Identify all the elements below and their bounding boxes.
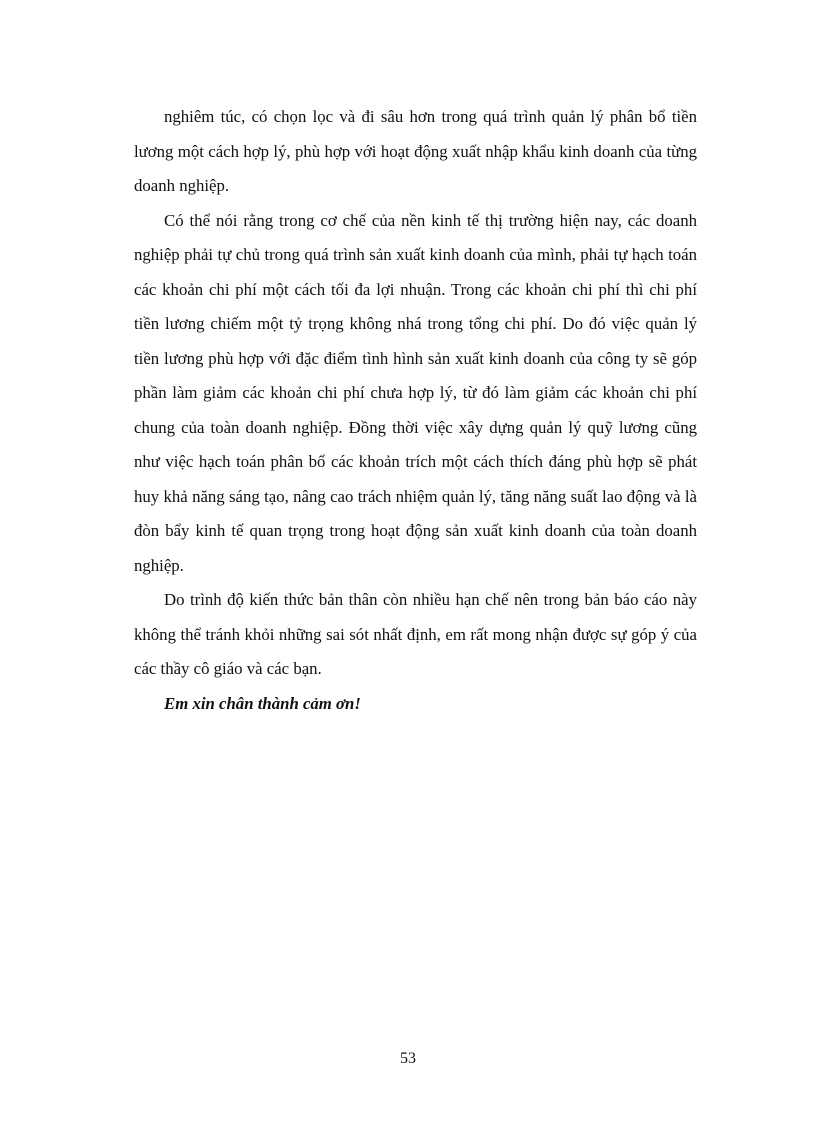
paragraph-cost-management: Có thể nói rằng trong cơ chế của nền kinh tế thị trường hiện nay, các doanh nghiệp phải tự chủ trong quá trình sản xuất kinh doanh của mình, phải tự hạch toán các khoản chi phí một cách tối đa lợi nhuận. Trong các khoản chi phí thì chi phí tiền lương chiếm một tỷ trọng không nhá trong tổng chi phí. Do đó việc quản lý tiền lương phù hợp với đặc điểm tình hình sản xuất kinh doanh của công ty sẽ góp phần làm giảm các khoản chi phí chưa hợp lý, từ đó làm giảm các khoản chi phí chung của toàn doanh nghiệp. Đồng thời việc xây dựng quản lý quỹ lương cũng như việc hạch toán phân bổ các khoản trích một cách thích đáng phù hợp sẽ phát huy khả năng sáng tạo, nâng cao trách nhiệm quản lý, tăng năng suất lao động và là đòn bẩy kinh tế quan trọng trong hoạt động sản xuất kinh doanh của toàn doanh nghiệp. bbox=[134, 210, 697, 575]
document-body bbox=[134, 100, 697, 721]
paragraph-continuation: nghiêm túc, có chọn lọc và đi sâu hơn trong quá trình quản lý phân bổ tiền lương một cách hợp lý, phù hợp với hoạt động xuất nhập khẩu kinh doanh của từng doanh nghiệp. bbox=[134, 107, 697, 195]
page-number: 53 bbox=[400, 1050, 416, 1067]
paragraph-acknowledgement: Do trình độ kiến thức bản thân còn nhiều hạn chế nên trong bản báo cáo này không thể tránh khỏi những sai sót nhất định, em rất mong nhận được sự góp ý của các thầy cô giáo và các bạn. bbox=[134, 590, 697, 678]
closing-thanks: Em xin chân thành cảm ơn! bbox=[164, 693, 361, 713]
